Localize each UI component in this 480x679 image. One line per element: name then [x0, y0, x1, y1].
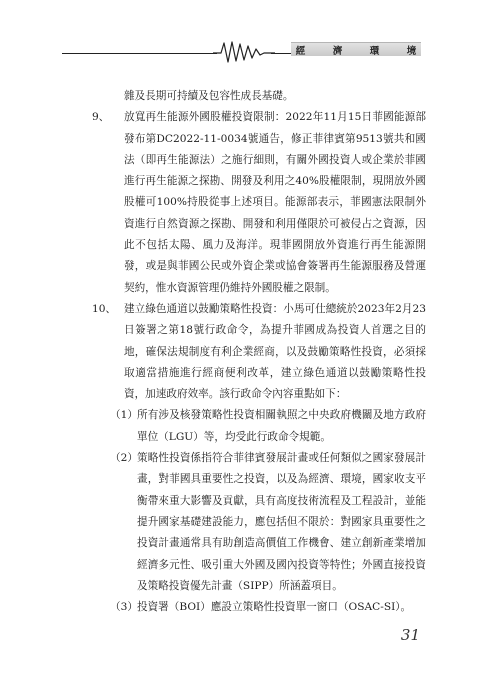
sub-item-number: （2）	[110, 452, 138, 465]
header-rule-left	[62, 53, 217, 54]
item-text: 建立綠色通道以鼓勵策略性投資：小馬可仕總統於2023年2月23日簽署之第18號行政命令，為提升菲國成為投資人首選之目的地，確保法規制度有利企業經商，以及鼓勵策略性投資，必須採取適當措施進行經商便利改革，建立綠色通道以鼓勵策略性投資，加速政府效率。該行政命令內容重點如下：	[124, 302, 426, 401]
sub-item-2	[92, 448, 426, 597]
pulse-wave-icon	[213, 38, 275, 64]
sub-item-text: 投資署（BOI）應設立策略性投資單一窗口（OSAC-SI）。	[137, 601, 412, 614]
continued-paragraph: 雜及長期可持續及包容性成長基礎。	[124, 90, 294, 102]
sub-item-number: （1）	[110, 409, 138, 422]
sub-item-number: （3）	[110, 601, 138, 614]
sub-item-3	[92, 597, 426, 618]
section-header-tab	[291, 42, 426, 57]
list-item-10	[92, 299, 426, 405]
page-number: 31	[400, 626, 420, 644]
item-text: 放寬再生能源外國股權投資限制：2022年11月15日菲國能源部發布第DC2022-11-0034號通告，修正菲律賓第9513號共和國法（即再生能源法）之施行細則，有關外國投資人或企業於菲國進行再生能源之探勘、開發及利用之40%股權限制，現開放外國股權可100%持股從事上述項目。能源部表示，菲國憲法限制外資進行自然資源之探勘、開發和利用僅限於可被侵占之資源，因此不包括太陽、風力及海洋。現菲國開放外資進行再生能源開發，或是與菲國公民或外資企業或協會簽署再生能源服務及營運契約，惟水資源管理仍維持外國股權之限制。	[124, 111, 426, 294]
list-item-9	[92, 107, 426, 299]
item-number: 10、	[92, 302, 117, 315]
sub-item-1	[92, 405, 426, 448]
sub-item-text: 策略性投資係指符合菲律賓發展計畫或任何類似之國家發展計畫，對菲國具重要性之投資，以及為經濟、環境，國家收支平衡帶來重大影響及貢獻，具有高度技術流程及工程設計，並能提升國家基礎建設能力，應包括但不限於：對國家具重要性之投資計畫通常具有助創造高價值工作機會、建立創新產業增加經濟多元性、吸引重大外國及國內投資等特性；外國直接投資及策略投資優先計畫（SIPP）所涵蓋項目。	[137, 452, 426, 592]
item-number: 9、	[92, 111, 110, 124]
sub-item-text: 所有涉及核發策略性投資相關執照之中央政府機關及地方政府單位（LGU）等，均受此行政命令規範。	[137, 409, 426, 443]
section-title: 經 濟 環 境	[295, 45, 426, 57]
document-body	[92, 86, 426, 618]
